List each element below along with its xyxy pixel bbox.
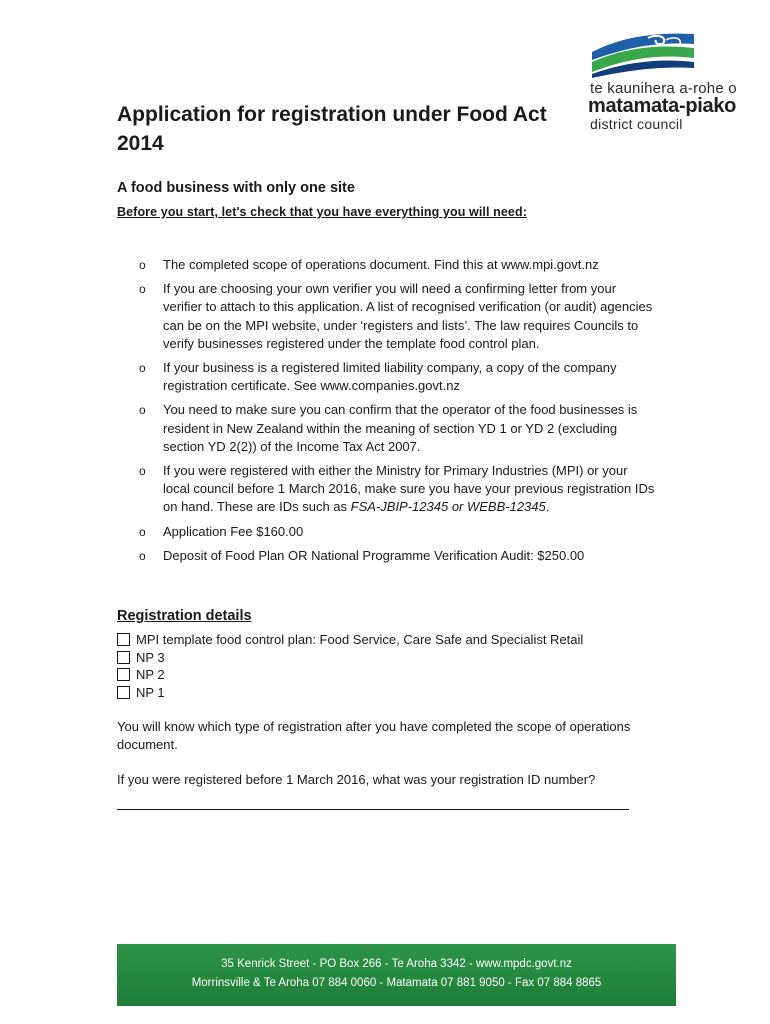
option-np1 [117, 684, 583, 702]
example-end: . [545, 499, 550, 515]
option-np2 [117, 666, 583, 684]
checkbox[interactable] [117, 651, 130, 664]
option-np3 [117, 649, 583, 667]
registration-id-input[interactable] [117, 809, 629, 810]
bullet-icon: o [139, 282, 146, 297]
checkbox[interactable] [117, 668, 130, 681]
checkbox[interactable] [117, 686, 130, 699]
bullet-icon: o [139, 361, 146, 376]
registration-options [117, 631, 583, 701]
page-title: Application for registration under Food Act 2014 [117, 103, 547, 155]
checklist [117, 256, 657, 571]
logo-wave-icon [590, 30, 698, 78]
list-item-text: Deposit of Food Plan OR National Programme Verification Audit: $250.00 [163, 547, 585, 563]
registration-heading: Registration details [117, 608, 252, 624]
section-subtitle: A food business with only one site [117, 180, 355, 196]
bullet-icon: o [139, 258, 146, 272]
footer-address: 35 Kenrick Street - PO Box 266 - Te Aroha 3342 - www.mpdc.govt.nz [221, 958, 572, 970]
option-label: NP 1 [136, 685, 165, 701]
list-item [117, 547, 657, 565]
option-label: NP 3 [136, 649, 165, 665]
list-item [117, 359, 657, 395]
option-mpi-template [117, 631, 583, 649]
bullet-icon: o [139, 403, 146, 418]
list-item [117, 256, 657, 274]
option-label: MPI template food control plan: Food Service, Care Safe and Specialist Retail [136, 632, 584, 648]
intro-text: Before you start, let's check that you have everything you will need: [117, 205, 527, 219]
council-logo [584, 30, 754, 134]
list-item [117, 280, 657, 353]
list-item [117, 523, 657, 541]
list-item-text: If you are choosing your own verifier you will need a confirming letter from your verifier to attach to this application. A list of recognised verification (or audit) agencies can be on the MPI website, under ‘registers and lists’. The law requires Councils to verify businesses registered under the template food control plan. [163, 281, 653, 351]
list-item-text: Application Fee $160.00 [163, 523, 304, 539]
list-item-text: You need to make sure you can confirm that the operator of the food businesses is resident in New Zealand within the meaning of section YD 1 or YD 2 (excluding section YD 2(2)) of the Income Tax Act 2007. [163, 402, 638, 454]
example-ids: FSA-JBIP-12345 or WEBB-12345 [350, 499, 546, 515]
checkbox[interactable] [117, 633, 130, 646]
logo-line-1: te kaunihera a-rohe o [590, 80, 737, 97]
option-label: NP 2 [136, 667, 165, 683]
list-item-text: The completed scope of operations document. Find this at www.mpi.govt.nz [163, 257, 599, 272]
bullet-icon: o [139, 464, 146, 479]
logo-line-3: district council [590, 116, 683, 132]
bullet-icon: o [139, 548, 146, 563]
footer-phones: Morrinsville & Te Aroha 07 884 0060 - Matamata 07 881 9050 - Fax 07 884 8865 [191, 977, 602, 989]
list-item [117, 401, 657, 456]
registration-note: You will know which type of registration after you have completed the scope of operations document. [117, 719, 631, 753]
footer-banner [117, 944, 676, 1006]
list-item-text: If your business is a registered limited liability company, a copy of the company registration certificate. See www.companies.govt.nz [163, 360, 617, 394]
list-item-text: If you were registered with either the Ministry for Primary Industries (MPI) or your local council before 1 March 2016, make sure you have your previous registration IDs on hand. These are IDs such as [163, 463, 655, 515]
list-item [117, 462, 657, 517]
logo-line-2: matamata-piako [588, 95, 737, 117]
bullet-icon: o [139, 524, 146, 539]
registration-id-question: If you were registered before 1 March 2016, what was your registration ID number? [117, 772, 596, 787]
